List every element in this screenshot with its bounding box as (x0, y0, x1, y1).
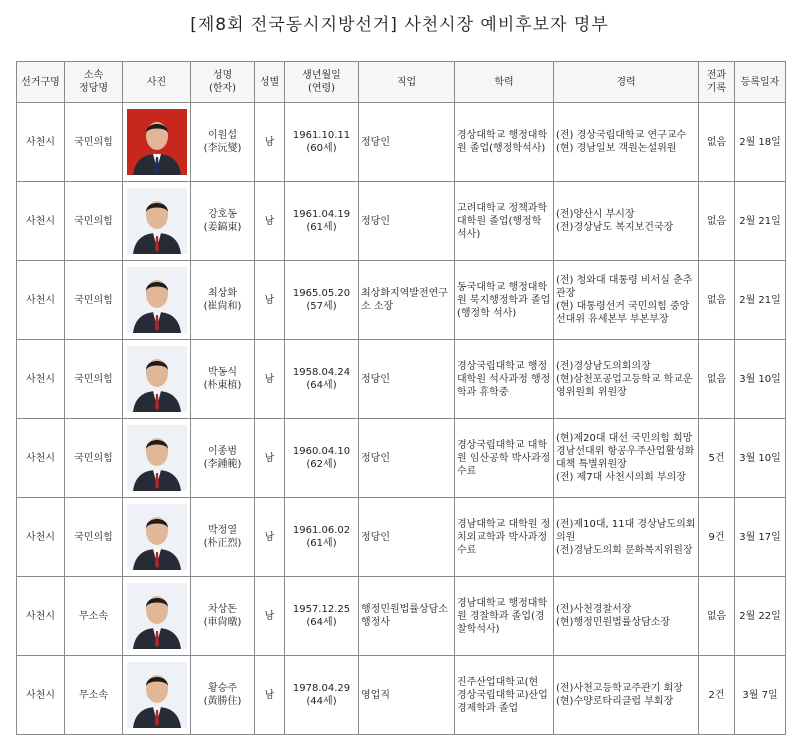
cell-career: (전)경상남도의회의장 (현)삼천포공업고등학교 학교운영위원회 위원장 (554, 340, 699, 419)
col-job: 직업 (359, 62, 455, 103)
cell-gender: 남 (255, 577, 285, 656)
table-row (17, 577, 786, 656)
candidate-portrait-image (127, 504, 187, 570)
cell-district: 사천시 (17, 340, 65, 419)
cell-district: 사천시 (17, 577, 65, 656)
candidate-photo (127, 188, 187, 254)
cell-photo (123, 182, 191, 261)
cell-career: (전) 청와대 대통령 비서실 춘추관장 (현) 대통령선거 국민의힘 중앙선대위 유세본부 부본부장 (554, 261, 699, 340)
cell-job: 정당인 (359, 340, 455, 419)
col-photo: 사진 (123, 62, 191, 103)
cell-birth: 1958.04.24 (64세) (285, 340, 359, 419)
col-record: 전과 기록 (699, 62, 735, 103)
cell-party: 국민의힘 (65, 498, 123, 577)
cell-birth: 1961.06.02 (61세) (285, 498, 359, 577)
cell-record: 2건 (699, 656, 735, 735)
cell-photo (123, 340, 191, 419)
cell-record: 없음 (699, 261, 735, 340)
cell-job: 영업직 (359, 656, 455, 735)
cell-district: 사천시 (17, 103, 65, 182)
cell-job: 정당인 (359, 103, 455, 182)
candidate-table (16, 61, 786, 735)
table-row (17, 656, 786, 735)
candidate-portrait-image (127, 662, 187, 728)
cell-career: (전)사천경찰서장 (현)행정민원법률상담소장 (554, 577, 699, 656)
cell-party: 무소속 (65, 577, 123, 656)
candidate-photo (127, 662, 187, 728)
cell-party: 무소속 (65, 656, 123, 735)
cell-job: 정당인 (359, 419, 455, 498)
cell-district: 사천시 (17, 182, 65, 261)
cell-name: 박동식 (朴東植) (191, 340, 255, 419)
table-row (17, 261, 786, 340)
cell-birth: 1965.05.20 (57세) (285, 261, 359, 340)
cell-gender: 남 (255, 261, 285, 340)
cell-job: 정당인 (359, 498, 455, 577)
col-party: 소속 정당명 (65, 62, 123, 103)
cell-name: 이원섭 (李沅燮) (191, 103, 255, 182)
col-gender: 성별 (255, 62, 285, 103)
cell-district: 사천시 (17, 498, 65, 577)
cell-date: 3월 17일 (735, 498, 786, 577)
cell-name: 강호동 (姜鎬東) (191, 182, 255, 261)
table-row (17, 103, 786, 182)
cell-photo (123, 103, 191, 182)
col-name: 성명 (한자) (191, 62, 255, 103)
cell-party: 국민의힘 (65, 419, 123, 498)
cell-district: 사천시 (17, 419, 65, 498)
cell-photo (123, 261, 191, 340)
cell-career: (현)제20대 대선 국민의힘 희망 경남선대위 항공우주산업활성화대책 특별위원장 (전) 제7대 사천시의회 부의장 (554, 419, 699, 498)
table-row (17, 182, 786, 261)
cell-education: 경상국립대학교 행정대학원 석사과정 행정학과 휴학중 (455, 340, 554, 419)
cell-name: 최상화 (崔尙和) (191, 261, 255, 340)
cell-photo (123, 656, 191, 735)
cell-education: 경남대학교 대학원 정치외교학과 박사과정 수료 (455, 498, 554, 577)
cell-date: 2월 22일 (735, 577, 786, 656)
table-row (17, 340, 786, 419)
candidate-photo (127, 346, 187, 412)
cell-date: 2월 18일 (735, 103, 786, 182)
col-date: 등록일자 (735, 62, 786, 103)
candidate-portrait-image (127, 346, 187, 412)
candidate-photo (127, 504, 187, 570)
table-row (17, 419, 786, 498)
candidate-portrait-image (127, 583, 187, 649)
cell-birth: 1957.12.25 (64세) (285, 577, 359, 656)
cell-photo (123, 419, 191, 498)
cell-date: 2월 21일 (735, 261, 786, 340)
cell-gender: 남 (255, 103, 285, 182)
cell-party: 국민의힘 (65, 261, 123, 340)
candidate-photo (127, 583, 187, 649)
header-row (17, 62, 786, 103)
cell-party: 국민의힘 (65, 340, 123, 419)
cell-name: 황승주 (黃勝住) (191, 656, 255, 735)
cell-record: 5건 (699, 419, 735, 498)
cell-birth: 1960.04.10 (62세) (285, 419, 359, 498)
col-education: 학력 (455, 62, 554, 103)
cell-date: 3월 10일 (735, 340, 786, 419)
candidate-photo (127, 109, 187, 175)
col-birth: 생년월일 (연령) (285, 62, 359, 103)
cell-district: 사천시 (17, 261, 65, 340)
cell-career: (전)사천고등학교주관기 회장 (현)수양로타리클럽 부회장 (554, 656, 699, 735)
cell-date: 2월 21일 (735, 182, 786, 261)
cell-education: 경상대학교 행정대학원 졸업(행정학석사) (455, 103, 554, 182)
cell-education: 동국대학교 행정대학원 북지행정학과 졸업(행정학 석사) (455, 261, 554, 340)
cell-education: 경남대학교 행정대학원 경찰학과 졸업(경찰학석사) (455, 577, 554, 656)
cell-birth: 1961.10.11 (60세) (285, 103, 359, 182)
cell-date: 3월 10일 (735, 419, 786, 498)
col-career: 경력 (554, 62, 699, 103)
cell-job: 최상화지역발전연구소 소장 (359, 261, 455, 340)
candidate-portrait-image (127, 188, 187, 254)
cell-name: 박정열 (朴正烈) (191, 498, 255, 577)
cell-record: 9건 (699, 498, 735, 577)
cell-photo (123, 498, 191, 577)
cell-district: 사천시 (17, 656, 65, 735)
cell-record: 없음 (699, 340, 735, 419)
cell-education: 고려대학교 정책과학대학원 졸업(행정학석사) (455, 182, 554, 261)
cell-gender: 남 (255, 656, 285, 735)
cell-birth: 1961.04.19 (61세) (285, 182, 359, 261)
cell-job: 행정민원법률상담소 행정사 (359, 577, 455, 656)
candidate-portrait-image (127, 425, 187, 491)
cell-date: 3월 7일 (735, 656, 786, 735)
cell-career: (전)양산시 부시장 (전)경상남도 복지보건국장 (554, 182, 699, 261)
cell-photo (123, 577, 191, 656)
cell-job: 정당인 (359, 182, 455, 261)
cell-party: 국민의힘 (65, 182, 123, 261)
table-row (17, 498, 786, 577)
cell-record: 없음 (699, 577, 735, 656)
cell-name: 차상돈 (車尙暾) (191, 577, 255, 656)
candidate-portrait-image (127, 267, 187, 333)
candidate-portrait-image (127, 109, 187, 175)
cell-career: (전) 경상국립대학교 연구교수 (현) 경남일보 객원논설위원 (554, 103, 699, 182)
col-district: 선거구명 (17, 62, 65, 103)
page-title: [제8회 전국동시지방선거] 사천시장 예비후보자 명부 (190, 15, 609, 35)
cell-gender: 남 (255, 498, 285, 577)
cell-gender: 남 (255, 419, 285, 498)
candidate-photo (127, 425, 187, 491)
cell-party: 국민의힘 (65, 103, 123, 182)
cell-record: 없음 (699, 182, 735, 261)
cell-gender: 남 (255, 182, 285, 261)
cell-education: 진주산업대학교(현 경상국립대학교)산업경제학과 졸업 (455, 656, 554, 735)
cell-birth: 1978.04.29 (44세) (285, 656, 359, 735)
cell-education: 경상국립대학교 대학원 임산공학 박사과정 수료 (455, 419, 554, 498)
cell-name: 이종범 (李鍾範) (191, 419, 255, 498)
cell-gender: 남 (255, 340, 285, 419)
candidate-photo (127, 267, 187, 333)
cell-career: (전)제10대, 11대 경상남도의회의원 (전)경남도의회 문화복지위원장 (554, 498, 699, 577)
cell-record: 없음 (699, 103, 735, 182)
